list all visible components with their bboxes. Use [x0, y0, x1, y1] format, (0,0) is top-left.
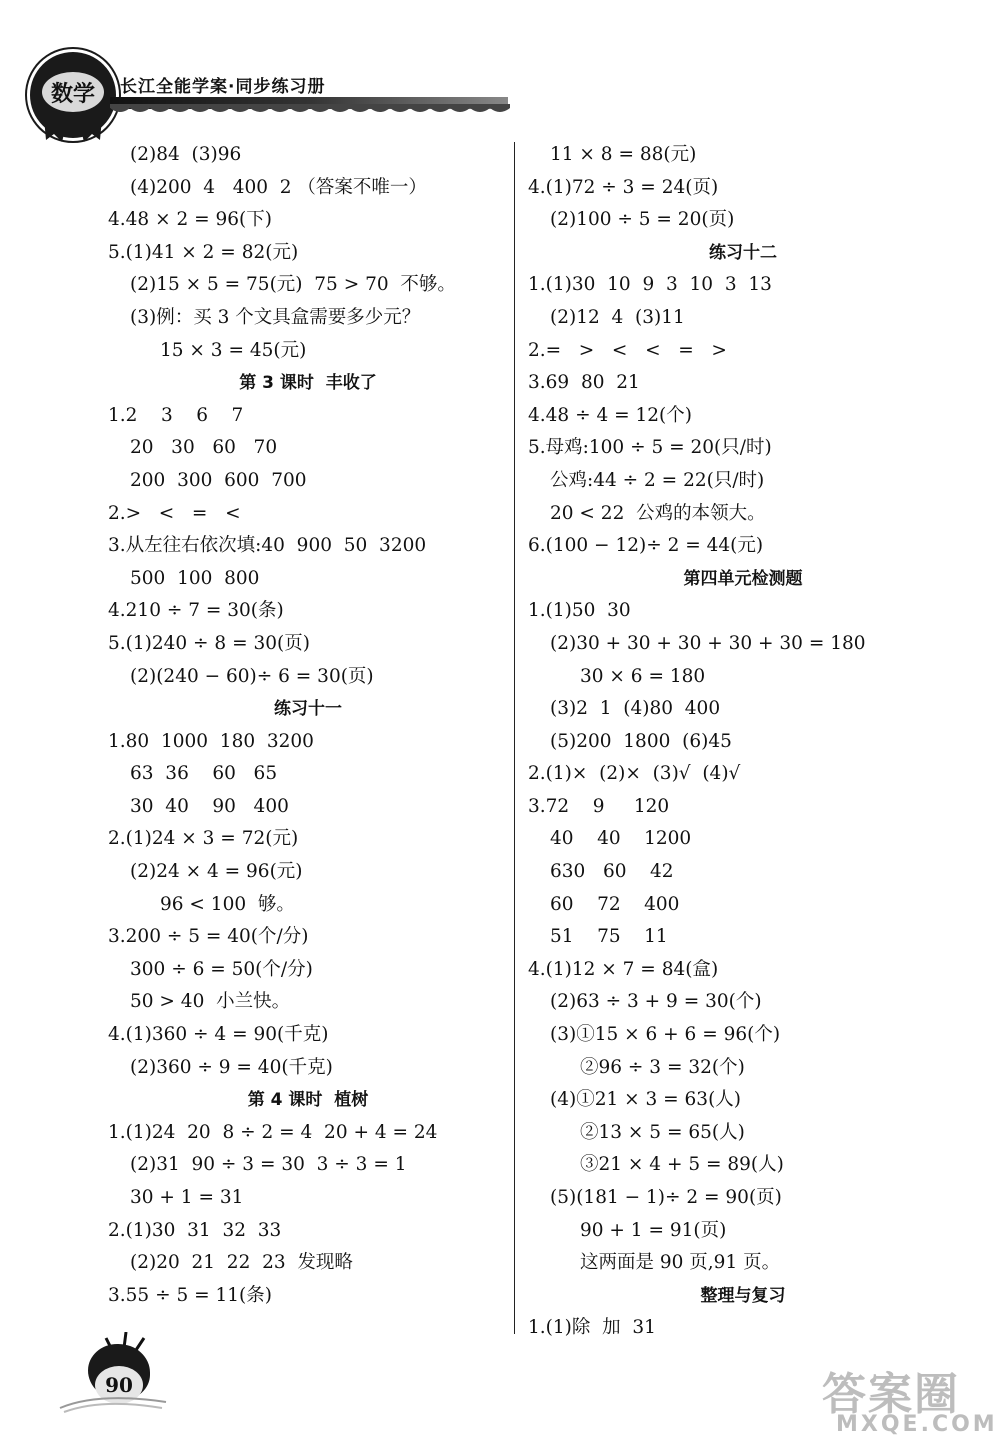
answer-line: 90 + 1 = 91(页): [580, 1219, 727, 1241]
answer-line: 5.(1)240 ÷ 8 = 30(页): [108, 632, 310, 654]
answer-line: 1.80 1000 180 3200: [108, 730, 314, 752]
answer-line: 4.(1)72 ÷ 3 = 24(页): [528, 176, 719, 198]
answer-line: 30 40 90 400: [130, 795, 289, 817]
answer-line: 5.母鸡:100 ÷ 5 = 20(只/时): [528, 437, 772, 459]
answer-line: 2.= > < < = >: [528, 339, 727, 361]
answer-line: (2)100 ÷ 5 = 20(页): [550, 209, 735, 231]
answer-line: 1.(1)24 20 8 ÷ 2 = 4 20 + 4 = 24: [108, 1121, 438, 1143]
answer-line: 60 72 400: [550, 893, 680, 915]
answer-line: 30 + 1 = 31: [130, 1187, 244, 1208]
left-column: [108, 139, 508, 1312]
answer-line: 40 40 1200: [550, 828, 692, 850]
column-divider: [514, 142, 515, 1334]
answer-line: ②96 ÷ 3 = 32(个): [580, 1056, 745, 1078]
answer-line: 96 < 100 够。: [160, 893, 295, 915]
answer-line: 4.(1)12 × 7 = 84(盒): [528, 958, 719, 980]
answer-line: 2.(1)30 31 32 33: [108, 1219, 282, 1241]
answer-line: (2)15 × 5 = 75(元) 75 > 70 不够。: [130, 274, 456, 296]
answer-line: 2.(1)× (2)× (3)√ (4)√: [528, 763, 741, 785]
answer-line: (5)(181 − 1)÷ 2 = 90(页): [550, 1187, 782, 1208]
answer-line: 630 60 42: [550, 861, 674, 883]
answer-line: (3)①15 × 6 + 6 = 96(个): [550, 1024, 781, 1046]
answer-line: 4.48 ÷ 4 = 12(个): [528, 404, 692, 426]
answer-line: 300 ÷ 6 = 50(个/分): [130, 958, 313, 980]
answer-line: 3.55 ÷ 5 = 11(条): [108, 1284, 272, 1306]
answer-line: (2)84 (3)96: [130, 144, 242, 165]
page-header: [0, 0, 1000, 140]
answer-line: (5)200 1800 (6)45: [550, 730, 732, 752]
answer-line: 4.48 × 2 = 96(下): [108, 209, 272, 231]
subject-badge-label: 数学: [42, 72, 104, 112]
answer-line: 30 × 6 = 180: [580, 665, 706, 687]
answer-line: (3)2 1 (4)80 400: [550, 698, 721, 720]
answer-line: 4.210 ÷ 7 = 30(条): [108, 600, 284, 622]
header-wave-decoration: [110, 104, 510, 116]
section-heading: 第 4 课时 植树: [247, 1090, 369, 1111]
answer-line: 公鸡:44 ÷ 2 = 22(只/时): [550, 469, 765, 491]
answer-line: 1.(1)30 10 9 3 10 3 13: [528, 274, 772, 296]
answer-line: ③21 × 4 + 5 = 89(人): [580, 1154, 784, 1176]
answer-line: 1.2 3 6 7: [108, 404, 244, 426]
answer-line: ②13 × 5 = 65(人): [580, 1121, 745, 1143]
book-title: 长江全能学案·同步练习册: [120, 77, 326, 97]
answer-line: 500 100 800: [130, 567, 260, 589]
answer-line: 20 30 60 70: [130, 437, 278, 459]
answer-line: 200 300 600 700: [130, 469, 307, 491]
right-column: [528, 139, 958, 1345]
section-heading: 练习十二: [709, 242, 777, 263]
answer-line: (4)200 4 400 2 （答案不唯一）: [130, 176, 427, 198]
answer-line: 3.200 ÷ 5 = 40(个/分): [108, 926, 309, 948]
answer-line: (2)24 × 4 = 96(元): [130, 861, 303, 883]
answer-line: (2)31 90 ÷ 3 = 30 3 ÷ 3 = 1: [130, 1154, 407, 1176]
answer-line: 4.(1)360 ÷ 4 = 90(千克): [108, 1024, 329, 1046]
answer-line: 63 36 60 65: [130, 763, 278, 785]
answer-line: 50 > 40 小兰快。: [130, 991, 291, 1013]
answer-line: 20 < 22 公鸡的本领大。: [550, 502, 766, 524]
section-heading: 练习十一: [274, 699, 342, 720]
answer-line: (3)例：买 3 个文具盒需要多少元？: [130, 306, 421, 328]
answer-line: 15 × 3 = 45(元): [160, 339, 307, 361]
page-number: 90: [95, 1366, 143, 1404]
swoosh-decoration: [58, 1388, 168, 1416]
answer-line: 1.(1)50 30: [528, 600, 631, 622]
answer-line: 6.(100 − 12)÷ 2 = 44(元): [528, 535, 764, 557]
answer-line: 2.(1)24 × 3 = 72(元): [108, 828, 299, 850]
watermark-logo-text: 答案圈: [822, 1369, 960, 1420]
answer-line: (2)63 ÷ 3 + 9 = 30(个): [550, 991, 762, 1013]
answer-line: (2)20 21 22 23 发现略: [130, 1252, 353, 1274]
section-heading: 第四单元检测题: [683, 568, 803, 589]
answer-line: 这两面是 90 页,91 页。: [580, 1252, 781, 1274]
answer-line: (4)①21 × 3 = 63(人): [550, 1089, 742, 1111]
answer-line: (2)(240 − 60)÷ 6 = 30(页): [130, 665, 374, 687]
answer-line: (2)360 ÷ 9 = 40(千克): [130, 1056, 333, 1078]
answer-line: 3.69 80 21: [528, 372, 640, 394]
answer-line: (2)30 + 30 + 30 + 30 + 30 = 180: [550, 632, 866, 654]
watermark: [822, 1358, 998, 1448]
section-heading: 整理与复习: [700, 1285, 786, 1306]
watermark-url: MXQE.COM: [836, 1412, 998, 1437]
section-heading: 第 3 课时 丰收了: [239, 373, 377, 394]
answer-line: 5.(1)41 × 2 = 82(元): [108, 241, 299, 263]
ribbon-icon: [44, 118, 102, 142]
answer-line: 51 75 11: [550, 926, 668, 948]
answer-line: 2.> < = <: [108, 502, 241, 524]
answer-line: 11 × 8 = 88(元): [550, 144, 697, 165]
answer-line: 3.从左往右依次填:40 900 50 3200: [108, 535, 427, 557]
answer-line: 3.72 9 120: [528, 795, 670, 817]
answer-line: 1.(1)除 加 31: [528, 1317, 656, 1339]
answer-line: (2)12 4 (3)11: [550, 306, 685, 328]
